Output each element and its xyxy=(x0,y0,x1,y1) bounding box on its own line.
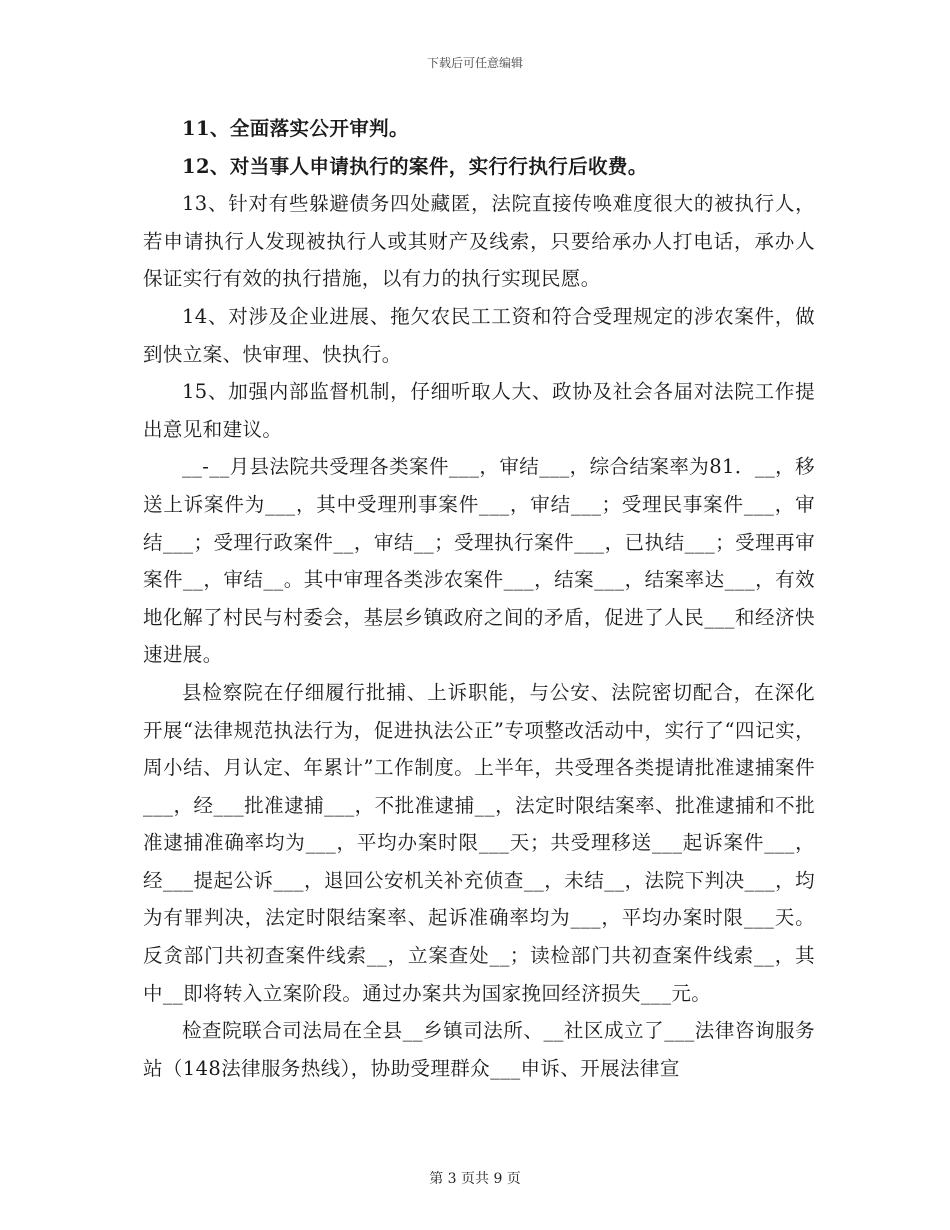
paragraph-13: 13、针对有些躲避债务四处藏匿，法院直接传唤难度很大的被执行人，若申请执行人发现被执行人或其财产及线索，只要给承办人打电话，承办人保证实行有效的执行措施，以有力的执行实现民愿。 xyxy=(143,192,815,291)
paragraph-14: 14、对涉及企业进展、拖欠农民工工资和符合受理规定的涉农案件，做到快立案、快审理、快执行。 xyxy=(143,304,815,366)
paragraph-legal-service: 检查院联合司法局在全县__乡镇司法所、__社区成立了___法律咨询服务站（148法律服务热线），协助受理群众___申诉、开展法律宣 xyxy=(143,1019,815,1080)
page-footer: 第 3 页共 9 页 xyxy=(429,1171,521,1187)
paragraph-11: 11、全面落实公开审判。 xyxy=(182,117,409,140)
paragraph-15: 15、加强内部监督机制，仔细听取人大、政协及社会各届对法院工作提出意见和建议。 xyxy=(143,380,815,441)
document-body xyxy=(143,110,815,1087)
paragraph-court-statistics: __-__月县法院共受理各类案件___，审结___，综合结案率为81．__，移送上诉案件为___，其中受理刑事案件___，审结___；受理民事案件___，审结___；受理行政案件__，审结__；受理执行案件___，已执结___；受理再审案件__，审结__。其中审理各类涉农案件___，结案___，结案率达___，有效地化解了村民与村委会，基层乡镇政府之间的矛盾，促进了人民___和经济快速进展。 xyxy=(143,455,815,667)
paragraph-procuratorate: 县检察院在仔细履行批捕、上诉职能，与公安、法院密切配合，在深化开展“法律规范执法行为，促进执法公正”专项整改活动中，实行了“四记实，周小结、月认定、年累计”工作制度。上半年，共受理各类提请批准逮捕案件___，经___批准逮捕___，不批准逮捕__，法定时限结案率、批准逮捕和不批准逮捕准确率均为___，平均办案时限___天；共受理移送___起诉案件___，经___提起公诉___，退回公安机关补充侦查__，未结__，法院下判决___，均为有罪判决，法定时限结案率、起诉准确率均为___，平均办案时限___天。反贪部门共初查案件线索__，立案查处__；读检部门共初查案件线索__，其中__即将转入立案阶段。通过办案共为国家挽回经济损失___元。 xyxy=(143,680,815,1005)
page-header: 下载后可任意编辑 xyxy=(426,56,523,70)
paragraph-12: 12、对当事人申请执行的案件，实行行执行后收费。 xyxy=(182,154,648,178)
